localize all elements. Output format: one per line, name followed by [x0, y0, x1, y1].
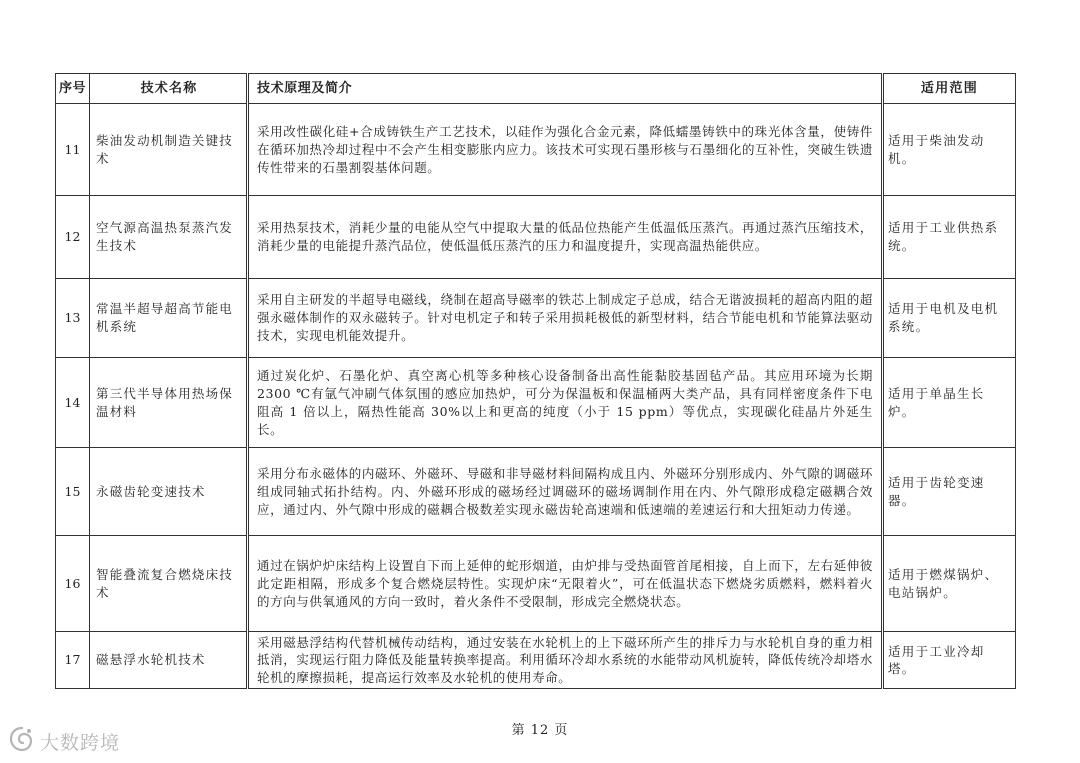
watermark-text: 大数跨境: [40, 731, 121, 754]
tech-desc-cell: [248, 536, 883, 632]
technology-table: [55, 73, 1016, 689]
header-no-label: 序号: [58, 80, 86, 96]
row-number: 17: [64, 652, 81, 668]
tech-desc-cell: [248, 448, 883, 536]
tech-desc: 通过炭化炉、石墨化炉、真空离心机等多种核心设备制备出高性能黏胶基固毡产品。其应用环境为长期 2300 ℃有氩气冲刷气体氛围的感应加热炉，可分为保温板和保温桶两大类产品，具有同样密度条件下电阻高 1 倍以上，隔热性能高 30%以上和更高的纯度（小于 15 ppm）等优点，实现碳化硅晶片外延生长。: [257, 367, 873, 437]
table-row: [56, 196, 1016, 279]
row-number-cell: [56, 196, 90, 279]
row-number: 11: [64, 141, 81, 157]
tech-desc: 采用磁悬浮结构代替机械传动结构，通过安装在水轮机上的上下磁环所产生的排斥力与水轮机自身的重力相抵消，实现运行阻力降低及能量转换率提高。利用循环冷却水系统的水能带动风机旋转，降低传统冷却塔水轮机的摩擦损耗，提高运行效率及水轮机的使用寿命。: [257, 634, 873, 685]
tech-scope: 适用于工业冷却塔。: [888, 643, 985, 676]
tech-scope: 适用于电机及电机系统。: [888, 301, 999, 334]
row-number: 13: [64, 310, 81, 325]
tech-scope: 适用于工业供热系统。: [888, 220, 999, 253]
tech-name-cell: [90, 196, 248, 279]
table-row: [56, 358, 1016, 448]
tech-scope: 适用于柴油发动机。: [888, 132, 985, 166]
page-number: 第 12 页: [511, 723, 569, 738]
table-header-row: [56, 74, 1016, 104]
row-number-cell: [56, 448, 90, 536]
tech-scope-cell: [883, 448, 1016, 536]
tech-desc-cell: [248, 632, 883, 689]
header-scope-label: 适用范围: [920, 80, 979, 96]
tech-name-cell: [90, 536, 248, 632]
row-number: 16: [64, 575, 81, 591]
swirl-logo-icon: [8, 725, 36, 758]
tech-scope-cell: [883, 279, 1016, 358]
tech-scope-cell: [883, 536, 1016, 632]
tech-desc-cell: [248, 358, 883, 448]
tech-name: 空气源高温热泵蒸汽发生技术: [96, 220, 234, 253]
tech-name: 磁悬浮水轮机技术: [96, 652, 206, 668]
header-scope: [883, 74, 1016, 104]
tech-name: 柴油发动机制造关键技术: [96, 132, 234, 166]
tech-scope-cell: [883, 104, 1016, 196]
table-row: [56, 536, 1016, 632]
header-name: [90, 74, 248, 104]
table-row: [56, 632, 1016, 689]
tech-desc: 采用自主研发的半超导电磁线，绕制在超高导磁率的铁芯上制成定子总成，结合无谐波损耗的超高内阻的超强永磁体制作的双永磁转子。针对电机定子和转子采用损耗极低的新型材料，结合节能电机和节能算法驱动技术，实现电机能效提升。: [257, 292, 873, 343]
tech-scope-cell: [883, 632, 1016, 689]
row-number-cell: [56, 536, 90, 632]
tech-name: 第三代半导体用热场保温材料: [96, 385, 234, 419]
tech-name-cell: [90, 104, 248, 196]
tech-desc: 采用改性碳化硅+合成铸铁生产工艺技术，以硅作为强化合金元素，降低蠕墨铸铁中的珠光体含量，使铸件在循环加热冷却过程中不会产生相变膨胀内应力。该技术可实现石墨形核与石墨细化的互补性，突破生铁遗传性带来的石墨割裂基体问题。: [257, 123, 873, 175]
tech-name: 常温半超导超高节能电机系统: [96, 301, 234, 334]
tech-name: 智能叠流复合燃烧床技术: [96, 566, 234, 600]
row-number: 15: [64, 483, 81, 499]
tech-name-cell: [90, 279, 248, 358]
tech-name-cell: [90, 632, 248, 689]
tech-desc: 采用热泵技术，消耗少量的电能从空气中提取大量的低品位热能产生低温低压蒸汽。再通过蒸汽压缩技术，消耗少量的电能提升蒸汽品位，使低温低压蒸汽的压力和温度提升，实现高温热能供应。: [257, 220, 873, 253]
tech-name-cell: [90, 358, 248, 448]
tech-scope: 适用于单晶生长炉。: [888, 385, 985, 419]
header-desc: [248, 74, 883, 104]
tech-scope: 适用于燃煤锅炉、电站锅炉。: [888, 566, 999, 600]
tech-scope-cell: [883, 358, 1016, 448]
tech-desc-cell: [248, 104, 883, 196]
tech-scope-cell: [883, 196, 1016, 279]
header-desc-label: 技术原理及简介: [257, 80, 353, 96]
row-number-cell: [56, 632, 90, 689]
tech-desc-cell: [248, 279, 883, 358]
tech-name-cell: [90, 448, 248, 536]
tech-desc-cell: [248, 196, 883, 279]
row-number: 12: [64, 229, 81, 244]
row-number: 14: [64, 394, 81, 410]
header-name-label: 技术名称: [140, 80, 198, 96]
table-row: [56, 279, 1016, 358]
row-number-cell: [56, 104, 90, 196]
tech-scope: 适用于齿轮变速器。: [888, 474, 985, 508]
row-number-cell: [56, 279, 90, 358]
header-no: [56, 74, 90, 104]
tech-desc: 通过在锅炉炉床结构上设置自下而上延伸的蛇形烟道，由炉排与受热面管首尾相接，自上而下，左右延伸彼此定距相隔，形成多个复合燃烧层特性。实现炉床“无限着火”，可在低温状态下燃烧劣质燃料，燃料着火的方向与供氧通风的方向一致时，着火条件不受限制，形成完全燃烧状态。: [257, 557, 873, 609]
tech-desc: 采用分布永磁体的内磁环、外磁环、导磁和非导磁材料间隔构成且内、外磁环分别形成内、外气隙的调磁环组成同轴式拓扑结构。内、外磁环形成的磁场经过调磁环的磁场调制作用在内、外气隙形成稳定磁耦合效应，通过内、外气隙中形成的磁耦合极数差实现永磁齿轮高速端和低速端的差速运行和大扭矩动力传递。: [257, 465, 873, 517]
tech-name: 永磁齿轮变速技术: [96, 483, 206, 499]
table-row: [56, 448, 1016, 536]
table-row: [56, 104, 1016, 196]
row-number-cell: [56, 358, 90, 448]
watermark: [8, 726, 120, 756]
